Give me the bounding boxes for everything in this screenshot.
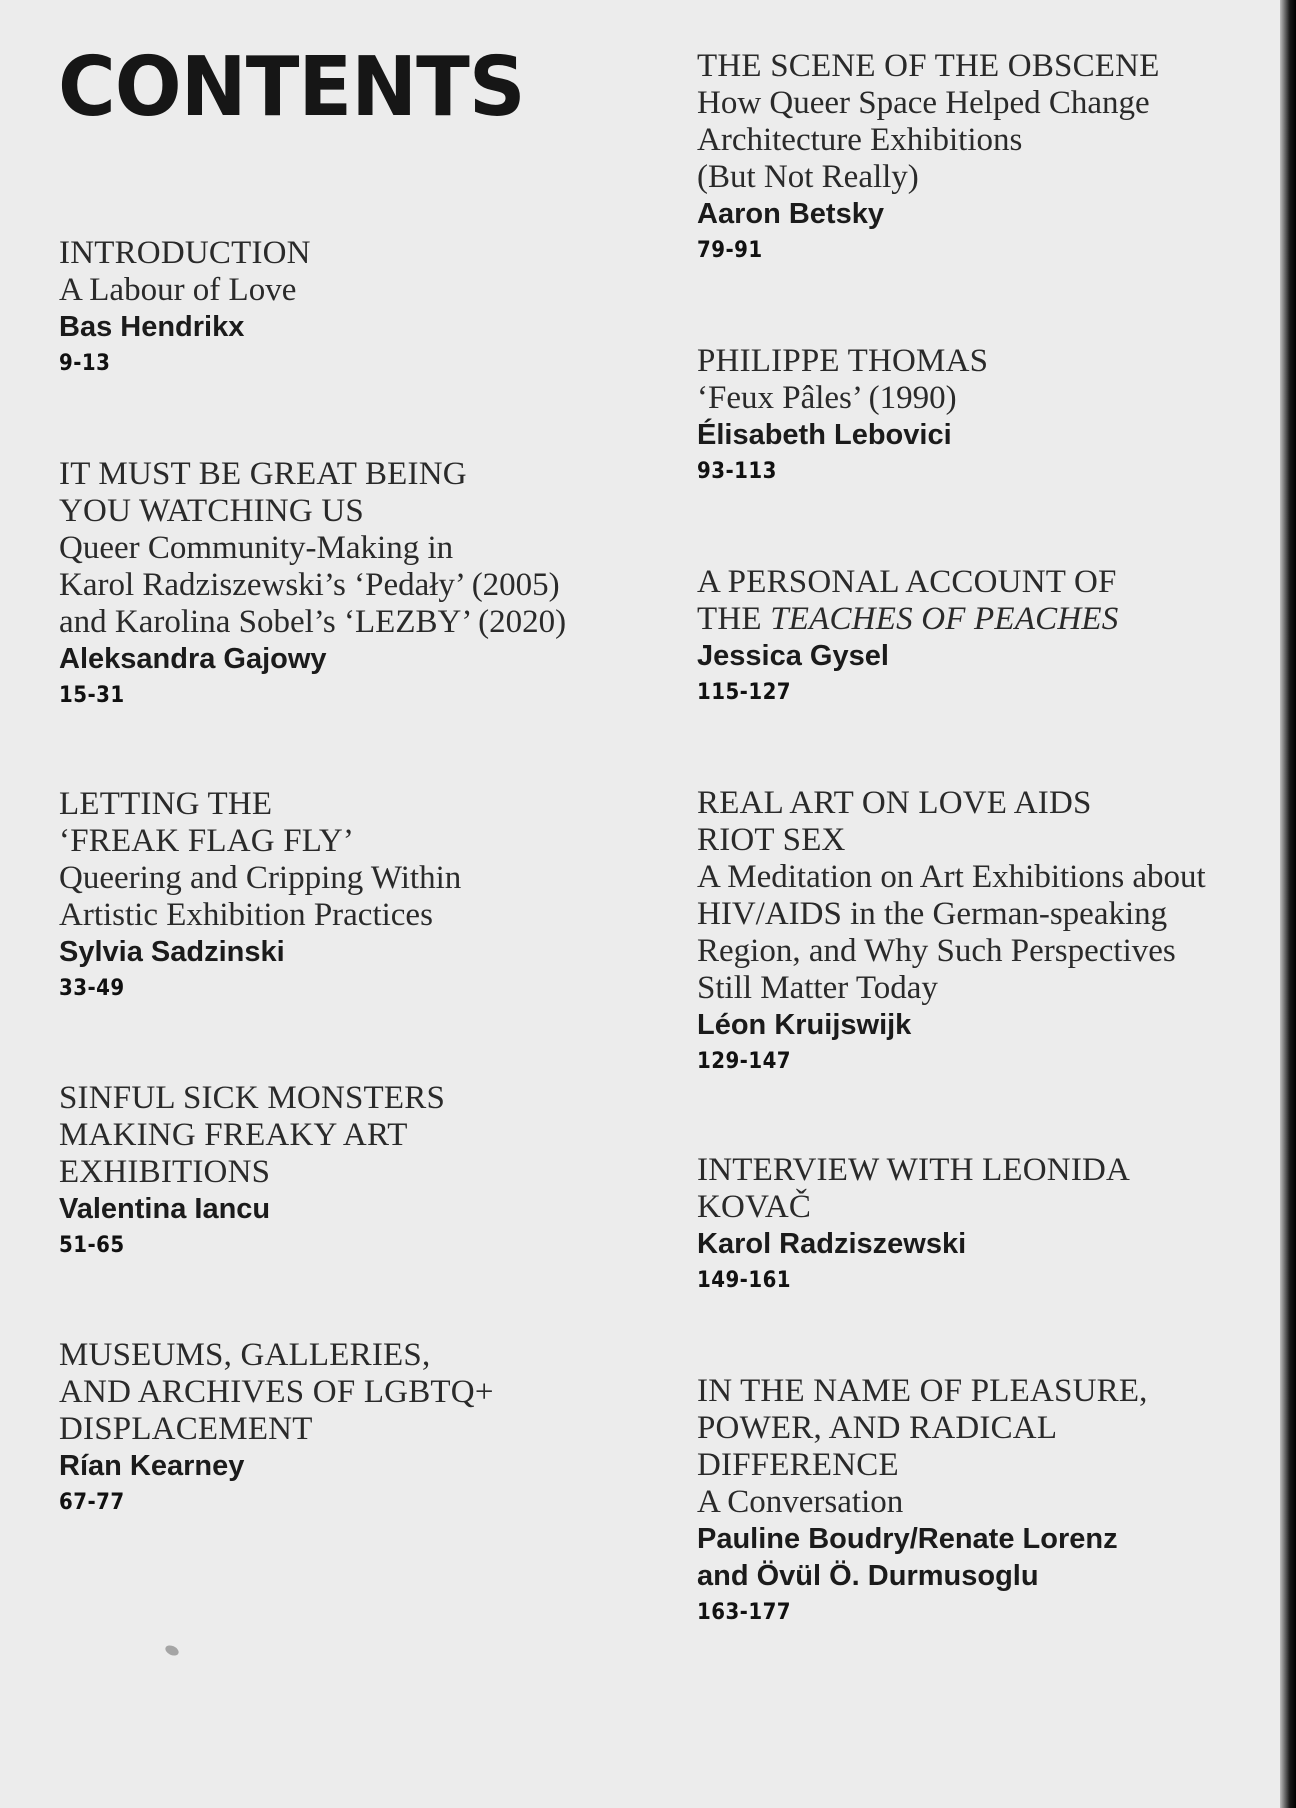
entry-subtitle: ‘Feux Pâles’ (1990): [697, 380, 957, 416]
entry-pages: 67-77: [59, 1490, 125, 1515]
entry-title: MUSEUMS, GALLERIES,: [59, 1337, 431, 1373]
entry-pages: 9-13: [59, 351, 111, 376]
entry-author: Bas Hendrikx: [59, 311, 245, 343]
entry-title: AND ARCHIVES OF LGBTQ+: [59, 1374, 494, 1410]
entry-pages: 79-91: [697, 238, 763, 263]
toc-entry-scene-of-the-obscene[interactable]: [697, 48, 1296, 269]
entry-subtitle: HIV/AIDS in the German-speaking: [697, 896, 1168, 932]
entry-title: ‘FREAK FLAG FLY’: [59, 823, 355, 859]
toc-entry-teaches-of-peaches[interactable]: [697, 564, 1296, 711]
entry-author: Élisabeth Lebovici: [697, 419, 952, 451]
entry-title: A PERSONAL ACCOUNT OF: [697, 564, 1117, 600]
entry-pages: 93-113: [697, 459, 777, 484]
entry-pages: 33-49: [59, 976, 125, 1001]
entry-author: Valentina Iancu: [59, 1193, 271, 1225]
entry-subtitle: Queer Community-Making in: [59, 530, 454, 566]
toc-entry-in-the-name-of-pleasure[interactable]: [697, 1373, 1296, 1631]
entry-author: Karol Radziszewski: [697, 1228, 967, 1260]
toc-entry-museums-galleries[interactable]: [59, 1337, 679, 1521]
entry-pages: 129-147: [697, 1049, 792, 1074]
toc-entry-philippe-thomas[interactable]: [697, 343, 1296, 490]
entry-title: LETTING THE: [59, 786, 273, 822]
entry-subtitle: How Queer Space Helped Change: [697, 85, 1150, 121]
entry-title: REAL ART ON LOVE AIDS: [697, 785, 1092, 821]
entry-title: IT MUST BE GREAT BEING: [59, 456, 467, 492]
entry-title: EXHIBITIONS: [59, 1154, 271, 1190]
toc-entry-it-must-be-great[interactable]: [59, 456, 679, 714]
entry-title-prefix: THE: [697, 601, 771, 637]
entry-title: SINFUL SICK MONSTERS: [59, 1080, 446, 1116]
entry-title: INTERVIEW WITH LEONIDA: [697, 1152, 1131, 1188]
entry-subtitle: (But Not Really): [697, 159, 919, 195]
entry-title: INTRODUCTION: [59, 235, 311, 271]
entry-subtitle: Region, and Why Such Perspectives: [697, 933, 1176, 969]
entry-pages: 149-161: [697, 1268, 792, 1293]
toc-entry-sinful-sick-monsters[interactable]: [59, 1080, 679, 1264]
entry-pages: 163-177: [697, 1600, 792, 1625]
toc-entry-real-art-on-love-aids[interactable]: [697, 785, 1296, 1080]
page-heading: CONTENTS: [58, 40, 525, 135]
entry-author: Léon Kruijswijk: [697, 1009, 912, 1041]
entry-title: POWER, AND RADICAL: [697, 1410, 1058, 1446]
entry-author: and Övül Ö. Durmusoglu: [697, 1560, 1039, 1592]
toc-entry-interview-leonida-kovac[interactable]: [697, 1152, 1296, 1299]
entry-subtitle: A Labour of Love: [59, 272, 297, 308]
entry-author: Aaron Betsky: [697, 198, 884, 230]
entry-subtitle: A Conversation: [697, 1484, 904, 1520]
entry-title-line-2: [697, 601, 1296, 638]
entry-author: Rían Kearney: [59, 1450, 245, 1482]
entry-author: Sylvia Sadzinski: [59, 936, 285, 968]
entry-title-italic: TEACHES OF PEACHES: [770, 601, 1119, 637]
entry-subtitle: Karol Radziszewski’s ‘Pedały’ (2005): [59, 567, 560, 603]
entry-subtitle: Artistic Exhibition Practices: [59, 897, 433, 933]
toc-entry-introduction[interactable]: [59, 235, 679, 382]
entry-subtitle: and Karolina Sobel’s ‘LEZBY’ (2020): [59, 604, 567, 640]
entry-pages: 15-31: [59, 683, 125, 708]
entry-title: PHILIPPE THOMAS: [697, 343, 989, 379]
entry-subtitle: Queering and Cripping Within: [59, 860, 462, 896]
entry-title: RIOT SEX: [697, 822, 846, 858]
entry-title: KOVAČ: [697, 1189, 812, 1225]
entry-title: DIFFERENCE: [697, 1447, 899, 1483]
entry-title: DISPLACEMENT: [59, 1411, 313, 1447]
toc-entry-letting-the-freak-flag-fly[interactable]: [59, 786, 679, 1007]
entry-pages: 51-65: [59, 1233, 125, 1258]
entry-title: THE SCENE OF THE OBSCENE: [697, 48, 1160, 84]
entry-title: YOU WATCHING US: [59, 493, 364, 529]
entry-subtitle: Still Matter Today: [697, 970, 938, 1006]
entry-author: Aleksandra Gajowy: [59, 643, 327, 675]
entry-author: Jessica Gysel: [697, 640, 889, 672]
page-edge-shadow: [1280, 0, 1296, 1808]
paper-speck: [164, 1643, 180, 1657]
entry-pages: 115-127: [697, 680, 792, 705]
entry-author: Pauline Boudry/Renate Lorenz: [697, 1523, 1118, 1555]
entry-subtitle: A Meditation on Art Exhibitions about: [697, 859, 1206, 895]
entry-title: MAKING FREAKY ART: [59, 1117, 408, 1153]
entry-title: IN THE NAME OF PLEASURE,: [697, 1373, 1148, 1409]
entry-subtitle: Architecture Exhibitions: [697, 122, 1023, 158]
